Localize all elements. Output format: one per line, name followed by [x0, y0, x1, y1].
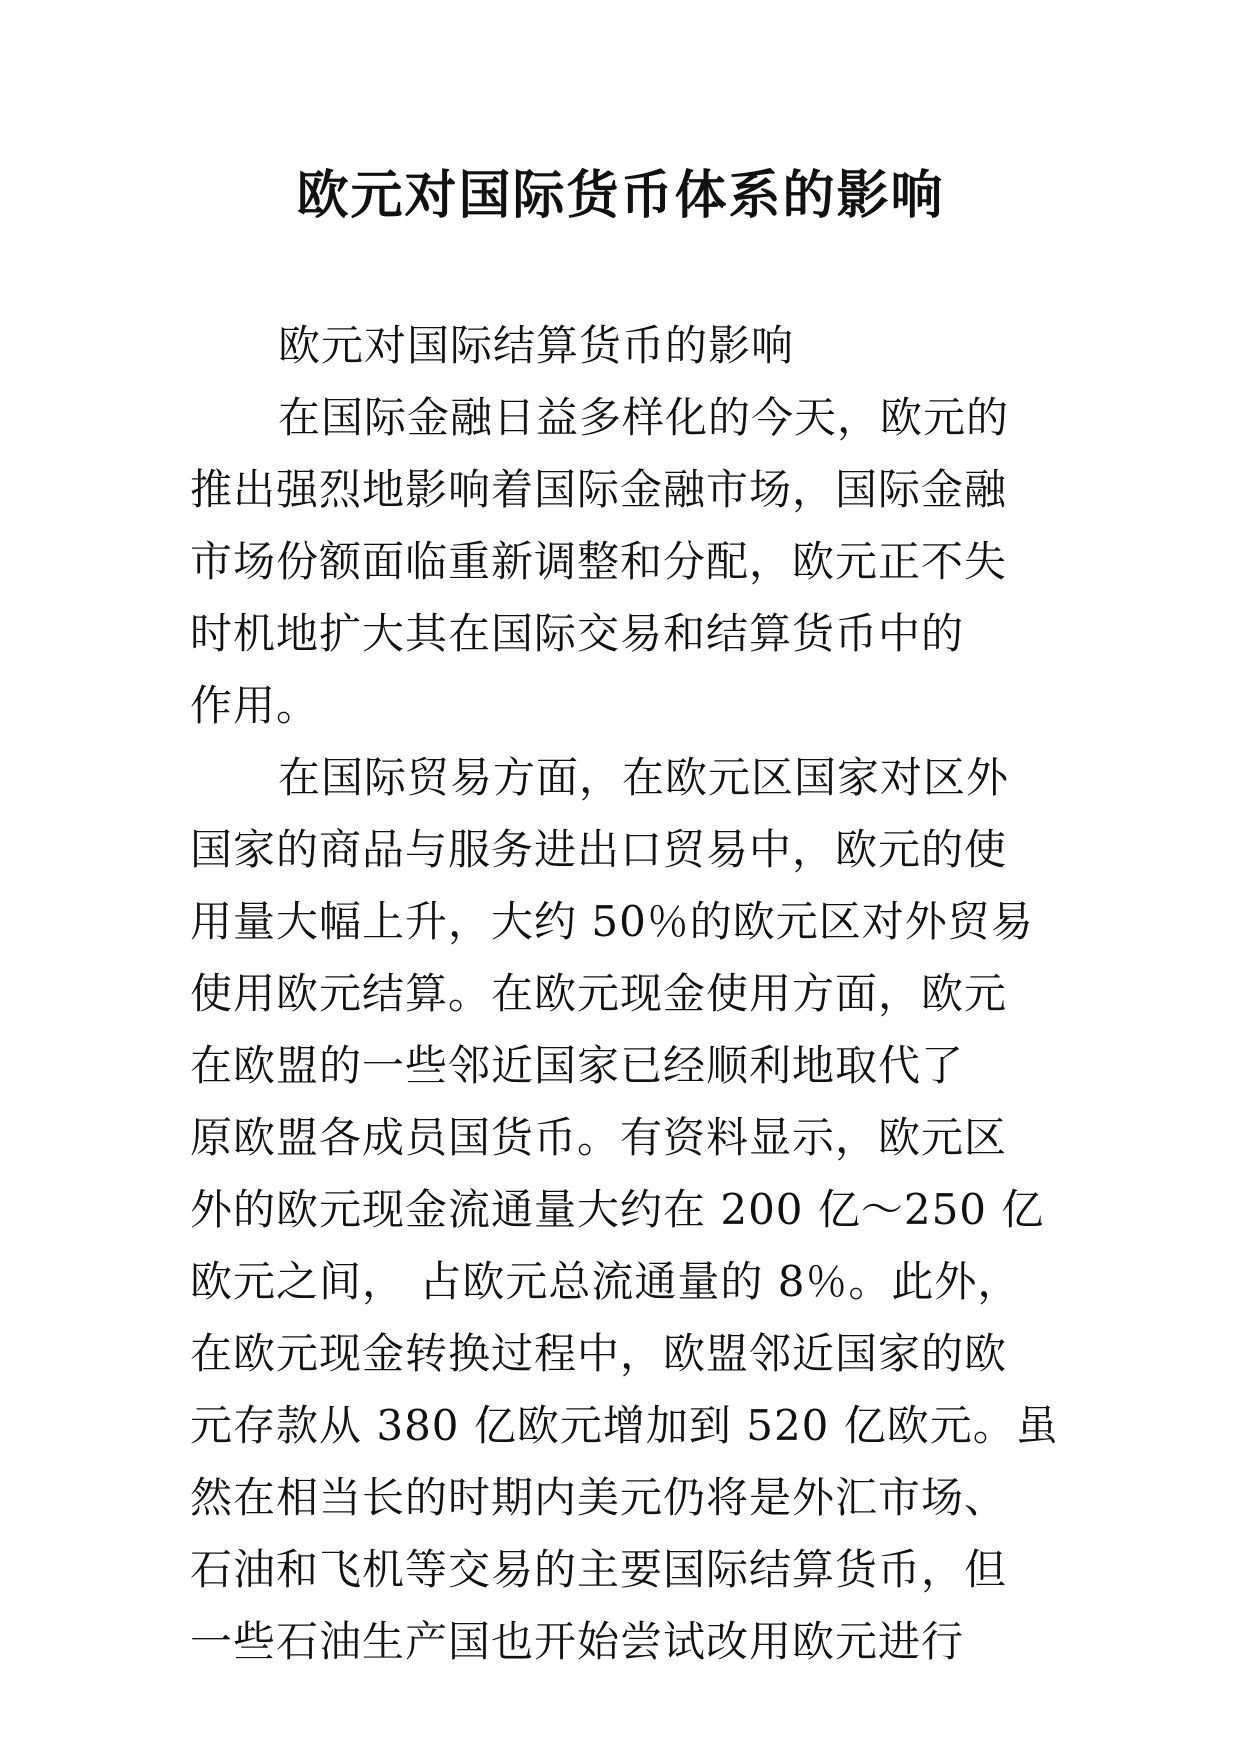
paragraph-line: 推出强烈地影响着国际金融市场，国际金融	[190, 465, 1008, 514]
paragraph-line: 元存款从 380 亿欧元增加到 520 亿欧元。虽	[190, 1401, 1059, 1450]
paragraph-line: 使用欧元结算。在欧元现金使用方面，欧元	[190, 969, 1008, 1018]
subheading-line: 欧元对国际结算货币的影响	[278, 321, 795, 370]
paragraph-line: 在欧盟的一些邻近国家已经顺利地取代了	[190, 1041, 965, 1090]
paragraph-line: 一些石油生产国也开始尝试改用欧元进行	[190, 1617, 965, 1666]
paragraph-line: 作用。	[190, 681, 320, 730]
document-title: 欧元对国际货币体系的影响	[296, 165, 945, 226]
paragraph-line: 然在相当长的时期内美元仍将是外汇市场、	[190, 1473, 1008, 1522]
paragraph-line: 时机地扩大其在国际交易和结算货币中的	[190, 609, 965, 658]
paragraph-line: 国家的商品与服务进出口贸易中，欧元的使	[190, 825, 1008, 874]
paragraph-line: 在国际金融日益多样化的今天，欧元的	[278, 393, 1010, 442]
paragraph-line: 欧元之间， 占欧元总流通量的 8％。此外，	[190, 1257, 1021, 1306]
paragraph-line: 外的欧元现金流通量大约在 200 亿～250 亿	[190, 1185, 1045, 1234]
paragraph-line: 原欧盟各成员国货币。有资料显示，欧元区	[190, 1113, 1008, 1162]
paragraph-line: 石油和飞机等交易的主要国际结算货币，但	[190, 1545, 1008, 1594]
document-body	[190, 310, 1070, 1678]
paragraph-line: 市场份额面临重新调整和分配，欧元正不失	[190, 537, 1008, 586]
paragraph-line: 在国际贸易方面，在欧元区国家对区外	[278, 753, 1010, 802]
paragraph-line: 在欧元现金转换过程中，欧盟邻近国家的欧	[190, 1329, 1008, 1378]
paragraph-line: 用量大幅上升，大约 50％的欧元区对外贸易	[190, 897, 1034, 946]
